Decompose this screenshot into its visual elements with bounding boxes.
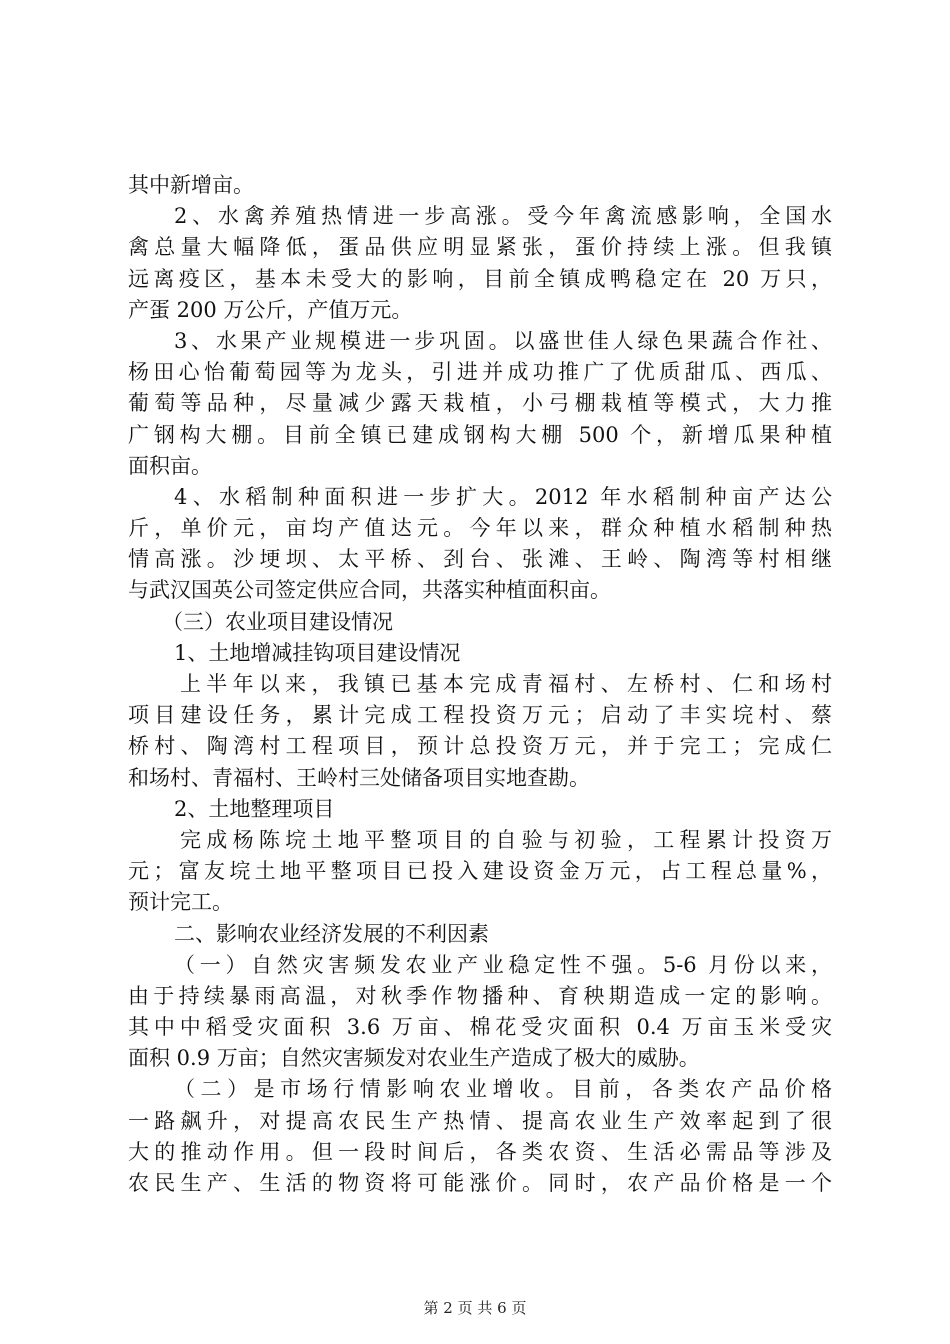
text-line: 远离疫区，基本未受大的影响，目前全镇成鸭稳定在 20 万只，: [128, 266, 832, 291]
text-line: 斤，单价元，亩均产值达元。今年以来，群众种植水稻制种热: [128, 516, 832, 541]
text-line: 4、水稻制种面积进一步扩大。2012 年水稻制种亩产达公: [174, 484, 832, 509]
text-line: 预计完工。: [128, 890, 233, 915]
text-line: 2、土地整理项目: [174, 796, 335, 821]
text-line: 面积亩。: [128, 453, 212, 478]
document-body: [128, 170, 832, 1199]
text-line: 与武汉国英公司签定供应合同，共落实种植面积亩。: [128, 578, 611, 603]
text-line: 1、土地增减挂钩项目建设情况: [174, 640, 461, 665]
text-line: 桥村、陶湾村工程项目，预计总投资万元，并于完工；完成仁: [128, 734, 832, 759]
text-line: （三）农业项目建设情况: [162, 609, 393, 634]
text-line: （二）是市场行情影响农业增收。目前，各类农产品价格: [174, 1077, 832, 1102]
text-line: 葡萄等品种，尽量减少露天栽植，小弓棚栽植等模式，大力推: [128, 391, 832, 416]
text-line: 上半年以来，我镇已基本完成青福村、左桥村、仁和场村: [180, 672, 832, 696]
text-line: 元；富友垸土地平整项目已投入建设资金万元，占工程总量%，: [128, 859, 832, 884]
text-line: 2、水禽养殖热情进一步高涨。受今年禽流感影响，全国水: [174, 204, 832, 229]
text-line: 项目建设任务，累计完成工程投资万元；启动了丰实垸村、蔡: [128, 703, 832, 728]
text-line: 完成杨陈垸土地平整项目的自验与初验，工程累计投资万: [180, 827, 832, 852]
text-line: 禽总量大幅降低，蛋品供应明显紧张，蛋价持续上涨。但我镇: [128, 235, 832, 260]
text-line: 二、影响农业经济发展的不利因素: [174, 921, 489, 946]
text-line: 广钢构大棚。目前全镇已建成钢构大棚 500 个，新增瓜果种植: [128, 422, 832, 447]
text-line: 3、水果产业规模进一步巩固。以盛世佳人绿色果蔬合作社、: [174, 328, 832, 353]
text-line: 由于持续暴雨高温，对秋季作物播种、育秧期造成一定的影响。: [128, 983, 832, 1008]
page-footer: 第 2 页 共 6 页: [423, 1299, 527, 1317]
text-line: 农民生产、生活的物资将可能涨价。同时，农产品价格是一个: [128, 1171, 832, 1195]
text-line: 一路飙升，对提高农民生产热情、提高农业生产效率起到了很: [128, 1108, 832, 1133]
text-line: 情高涨。沙埂坝、太平桥、刭台、张滩、王岭、陶湾等村相继: [128, 547, 832, 572]
text-line: 其中新增亩。: [128, 173, 254, 197]
text-line: 和场村、青福村、王岭村三处储备项目实地查勘。: [128, 765, 590, 790]
text-line: 面积 0.9 万亩；自然灾害频发对农业生产造成了极大的威胁。: [128, 1046, 700, 1071]
text-line: 杨田心怡葡萄园等为龙头，引进并成功推广了优质甜瓜、西瓜、: [128, 360, 832, 385]
text-line: 其中中稻受灾面积 3.6 万亩、棉花受灾面积 0.4 万亩玉米受灾: [128, 1015, 832, 1040]
text-line: 产蛋 200 万公斤，产值万元。: [128, 297, 413, 322]
text-line: （一）自然灾害频发农业产业稳定性不强。5-6 月份以来，: [174, 952, 832, 977]
text-line: 大的推动作用。但一段时间后，各类农资、生活必需品等涉及: [128, 1139, 832, 1164]
